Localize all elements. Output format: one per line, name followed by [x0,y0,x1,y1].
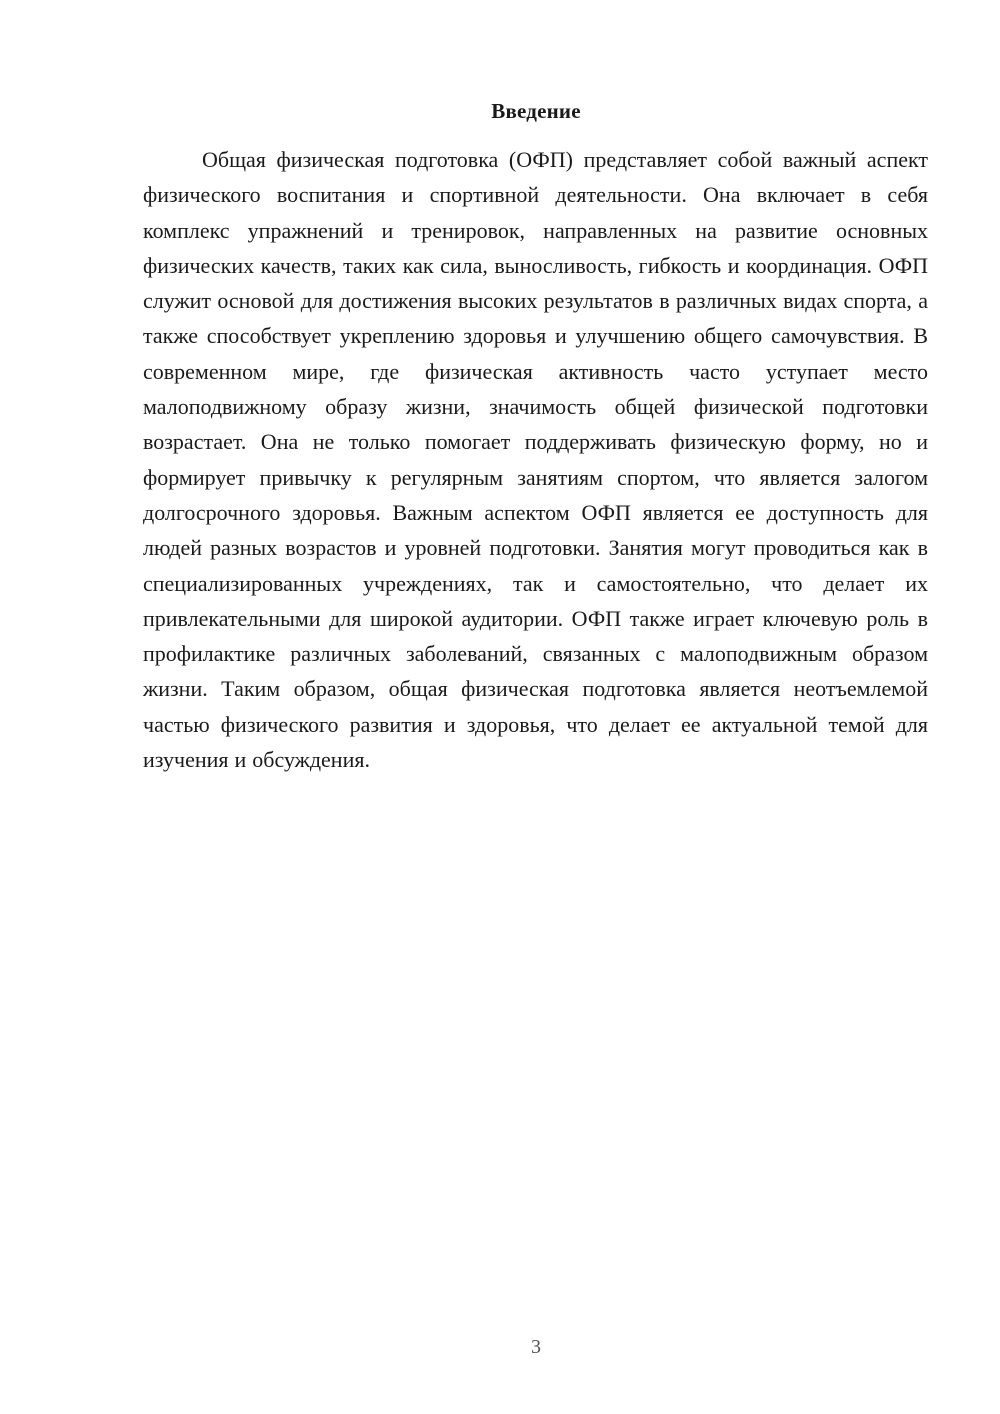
section-title: Введение [491,99,581,123]
body-paragraph: Общая физическая подготовка (ОФП) представляет собой важный аспект физического воспитания и спортивной деятельности. Она включает в себя комплекс упражнений и тренировок, направленных на развитие основных физических качеств, таких как сила, выносливость, гибкость и координация. ОФП служит основой для достижения высоких результатов в различных видах спорта, а также способствует укреплению здоровья и улучшению общего самочувствия. В современном мире, где физическая активность часто уступает место малоподвижному образу жизни, значимость общей физической подготовки возрастает. Она не только помогает поддерживать физическую форму, но и формирует привычку к регулярным занятиям спортом, что является залогом долгосрочного здоровья. Важным аспектом ОФП является ее доступность для людей разных возрастов и уровней подготовки. Занятия могут проводиться как в специализированных учреждениях, так и самостоятельно, что делает их привлекательными для широкой аудитории. ОФП также играет ключевую роль в профилактике различных заболеваний, связанных с малоподвижным образом жизни. Таким образом, общая физическая подготовка является неотъемлемой частью физического развития и здоровья, что делает ее актуальной темой для изучения и обсуждения. [143,147,928,773]
page-number: 3 [531,1336,541,1358]
